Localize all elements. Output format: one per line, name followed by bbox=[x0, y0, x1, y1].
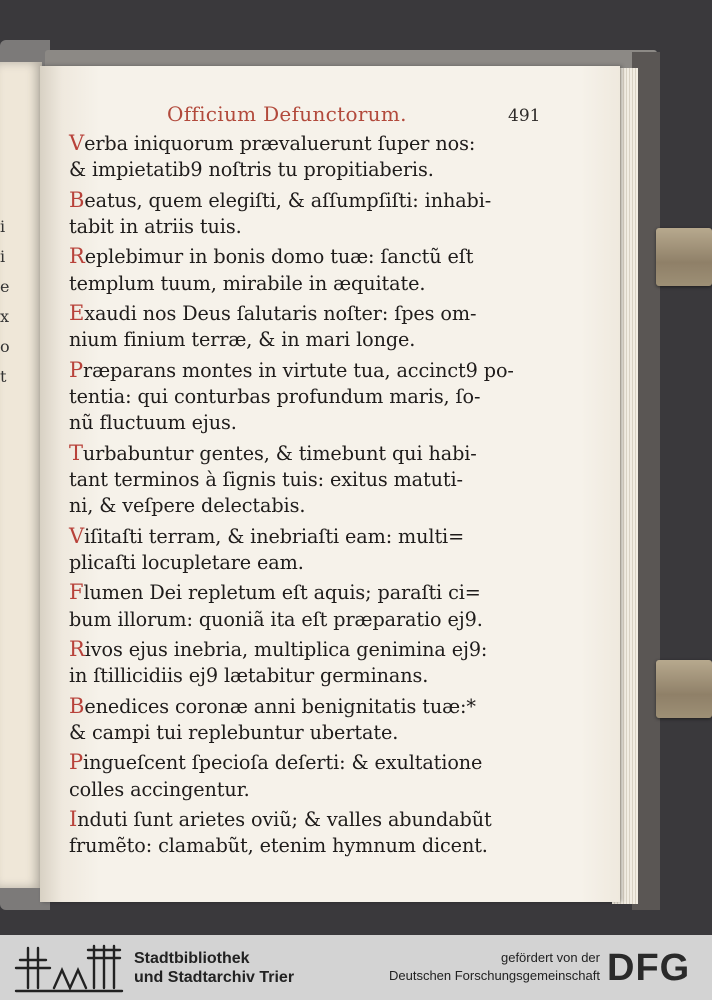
verse-line-text: & impietatib9 noſtris tu propitiaberis. bbox=[69, 158, 434, 182]
rubric-initial: B bbox=[69, 187, 85, 212]
verse-line bbox=[69, 523, 589, 550]
funding-line1: gefördert von der bbox=[500, 950, 600, 965]
rubric-initial: P bbox=[69, 750, 84, 775]
verse-line-text: ivos ejus inebria, multiplica genimina ej9: bbox=[84, 638, 488, 662]
verse bbox=[69, 693, 589, 746]
verse-line-text: urbabuntur gentes, & timebunt qui habi- bbox=[82, 441, 477, 465]
verse-line bbox=[69, 187, 589, 214]
verse-line bbox=[69, 720, 589, 746]
verse-line-text: in ſtillicidiis ej9 lætabitur germinans. bbox=[69, 664, 429, 688]
page-number: 491 bbox=[508, 106, 541, 126]
verse-line bbox=[69, 130, 589, 157]
verse-line-text: nduti ſunt arietes oviũ; & valles abundabũt bbox=[77, 808, 492, 832]
left-fragment: i bbox=[0, 217, 6, 236]
library-logo-icon bbox=[14, 942, 124, 994]
left-fragment: o bbox=[0, 337, 10, 356]
verse-line-text: ræparans montes in virtute tua, accinct9 po- bbox=[83, 358, 514, 382]
rubric-initial: R bbox=[69, 244, 85, 269]
verse bbox=[69, 440, 589, 520]
verse-line-text: tabit in atriis tuis. bbox=[69, 214, 242, 238]
verse-line bbox=[69, 833, 589, 859]
running-header bbox=[40, 102, 620, 132]
left-page bbox=[0, 62, 42, 888]
verse bbox=[69, 806, 589, 859]
library-name-line2: und Stadtarchiv Trier bbox=[134, 969, 295, 986]
verse-line-text: frumẽto: clamabũt, etenim hymnum dicent. bbox=[69, 834, 488, 858]
verse-line bbox=[69, 550, 589, 576]
verse-line bbox=[69, 243, 589, 270]
lower-clasp bbox=[656, 660, 712, 718]
verse-line bbox=[69, 357, 589, 384]
rubric-initial: T bbox=[69, 440, 83, 465]
verse-line bbox=[69, 271, 589, 297]
library-name bbox=[134, 949, 294, 987]
verse bbox=[69, 749, 589, 802]
verse bbox=[69, 243, 589, 296]
verse bbox=[69, 579, 589, 632]
verse-line-text: erba iniquorum prævaluerunt ſuper nos: bbox=[84, 132, 476, 155]
verse-line bbox=[69, 806, 589, 833]
funding-notice bbox=[360, 949, 600, 985]
verse-line-text: eatus, quem elegiſti, & aſſumpſiſti: inhabi- bbox=[84, 188, 492, 212]
verse-line bbox=[69, 579, 589, 606]
rubric-initial: P bbox=[69, 357, 84, 382]
verse-line bbox=[69, 493, 589, 519]
verse-line bbox=[69, 440, 589, 467]
verse-line-text: eplebimur in bonis domo tuæ: ſanctũ eſt bbox=[84, 245, 474, 269]
verse bbox=[69, 636, 589, 689]
upper-clasp bbox=[656, 228, 712, 286]
verse-line-text: ni, & veſpere delectabis. bbox=[69, 494, 306, 518]
verse bbox=[69, 187, 589, 240]
verse-line bbox=[69, 607, 589, 633]
rubric-initial: F bbox=[69, 580, 84, 605]
verse bbox=[69, 300, 589, 353]
verse-line-text: enedices coronæ anni benignitatis tuæ:* bbox=[84, 694, 476, 718]
rubric-initial: B bbox=[69, 693, 85, 718]
verse-line bbox=[69, 214, 589, 240]
rubric-initial: V bbox=[69, 523, 85, 548]
verse-line-text: nũ fluctuum ejus. bbox=[69, 411, 237, 435]
left-page-fragments bbox=[0, 212, 14, 392]
rubric-initial: V bbox=[69, 131, 85, 155]
verse-line bbox=[69, 410, 589, 436]
verse bbox=[69, 130, 589, 183]
psalm-text bbox=[69, 130, 589, 863]
dfg-logo: DFG bbox=[607, 947, 691, 989]
left-fragment: e bbox=[0, 277, 10, 296]
verse bbox=[69, 523, 589, 576]
verse-line bbox=[69, 749, 589, 776]
funding-line2: Deutschen Forschungsgemeinschaft bbox=[388, 968, 600, 983]
left-fragment: i bbox=[0, 247, 6, 266]
verse-line bbox=[69, 777, 589, 803]
library-name-line1: Stadtbibliothek bbox=[134, 950, 250, 967]
header-title: Officium Defunctorum. bbox=[167, 102, 407, 126]
verse-line-text: xaudi nos Deus ſalutaris noſter: ſpes om- bbox=[84, 302, 477, 326]
verse-line bbox=[69, 693, 589, 720]
verse-line-text: colles accingentur. bbox=[69, 777, 250, 801]
verse-line bbox=[69, 636, 589, 663]
verse-line bbox=[69, 157, 589, 183]
verse-line-text: tentia: qui conturbas profundum maris, ſo- bbox=[69, 385, 481, 409]
footer-bar bbox=[0, 935, 712, 1000]
left-fragment: t bbox=[0, 367, 7, 386]
rubric-initial: R bbox=[69, 637, 85, 662]
book-page bbox=[40, 66, 620, 902]
verse-line-text: plicaſti locupletare eam. bbox=[69, 550, 304, 574]
left-fragment: x bbox=[0, 307, 10, 326]
verse-line-text: tant terminos à ſignis tuis: exitus matuti- bbox=[69, 467, 463, 491]
verse-line-text: & campi tui replebuntur ubertate. bbox=[69, 720, 399, 744]
rubric-initial: E bbox=[69, 301, 85, 326]
verse-line-text: bum illorum: quoniã ita eſt præparatio ej9. bbox=[69, 607, 483, 631]
verse-line bbox=[69, 327, 589, 353]
verse-line-text: ingueſcent ſpecioſa deſerti: & exultatione bbox=[83, 751, 483, 775]
verse-line bbox=[69, 384, 589, 410]
verse-line-text: nium finium terræ, & in mari longe. bbox=[69, 328, 416, 352]
verse bbox=[69, 357, 589, 437]
rubric-initial: I bbox=[69, 807, 78, 832]
verse-line bbox=[69, 663, 589, 689]
verse-line bbox=[69, 300, 589, 327]
verse-line-text: iſitaſti terram, & inebriaſti eam: multi= bbox=[84, 524, 465, 548]
verse-line-text: templum tuum, mirabile in æquitate. bbox=[69, 271, 426, 295]
verse-line bbox=[69, 467, 589, 493]
verse-line-text: lumen Dei repletum eſt aquis; paraſti ci= bbox=[83, 581, 481, 605]
